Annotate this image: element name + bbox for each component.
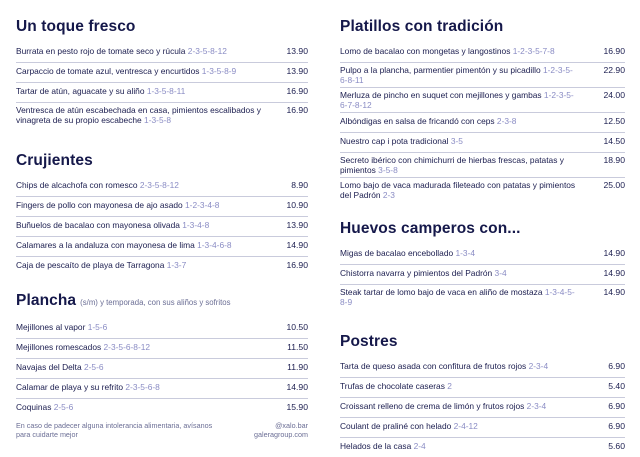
allergen-codes: 2-3-4	[526, 401, 547, 411]
item-price: 10.50	[286, 322, 308, 332]
section-plancha	[16, 292, 308, 418]
allergen-codes: 1-3-4-8	[182, 220, 210, 230]
menu-item	[16, 379, 308, 399]
allergen-codes: 1-2-3-4-8	[185, 200, 220, 210]
item-name: Albóndigas en salsa de fricandó con ceps 2-3-8	[340, 116, 517, 126]
item-price: 14.50	[603, 136, 625, 146]
allergen-codes: 1-3-4-5-8-9	[340, 287, 575, 307]
allergen-codes: 2-3-5-6-8-12	[103, 342, 151, 352]
allergen-codes: 2-3-5-6-8	[125, 382, 160, 392]
instagram-handle[interactable]: @xalo.bar	[275, 421, 308, 430]
section-postres	[340, 333, 625, 457]
menu-item	[340, 88, 625, 113]
section-title: Platillos con tradición	[340, 18, 504, 35]
allergen-codes: 2-3-4	[528, 361, 549, 371]
item-price: 16.90	[603, 46, 625, 56]
item-price: 12.50	[603, 116, 625, 126]
section-title: Plancha (s/m) y temporada, con sus aliños y sofritos	[16, 292, 231, 309]
allergen-codes: 2-3	[382, 190, 395, 200]
menu-item	[340, 178, 625, 202]
section-huevos-camperos	[340, 220, 625, 309]
item-price: 14.90	[603, 287, 625, 297]
item-name: Fingers de pollo con mayonesa de ajo asado 1-2-3-4-8	[16, 200, 220, 210]
allergen-codes: 2-4	[413, 441, 426, 451]
menu-item	[340, 43, 625, 63]
item-price: 22.90	[603, 65, 625, 75]
item-name: Lomo de bacalao con mongetas y langostinos 1-2-3-5-7-8	[340, 46, 555, 56]
menu-list	[340, 43, 625, 202]
menu-item	[16, 103, 308, 127]
menu-item	[16, 43, 308, 63]
item-name: Trufas de chocolate caseras 2	[340, 381, 452, 391]
item-price: 24.00	[603, 90, 625, 100]
item-name: Buñuelos de bacalao con mayonesa olivada 1-3-4-8	[16, 220, 210, 230]
section-title: Crujientes	[16, 152, 93, 169]
menu-item	[16, 257, 308, 276]
menu-list	[16, 177, 308, 276]
allergen-codes: 1-3-4-6-8	[197, 240, 232, 250]
allergen-codes: 1-2-3-5-6-8-11	[340, 65, 573, 85]
allergen-codes: 2-3-5-8-12	[187, 46, 227, 56]
website-link[interactable]: galeragroup.com	[254, 429, 308, 439]
allergen-codes: 1-3-5-8	[144, 115, 172, 125]
item-name: Calamares a la andaluza con mayonesa de lima 1-3-4-6-8	[16, 240, 232, 250]
item-price: 8.90	[291, 180, 308, 190]
menu-item	[340, 265, 625, 285]
item-name: Coulant de praliné con helado 2-4-12	[340, 421, 478, 431]
item-name: Carpaccio de tomate azul, ventresca y encurtidos 1-3-5-8-9	[16, 66, 237, 76]
allergen-codes: 3-4	[494, 268, 507, 278]
item-price: 16.90	[286, 86, 308, 96]
allergen-codes: 2-3-8	[496, 116, 517, 126]
item-name: Secreto ibérico con chimichurri de hierbas frescas, patatas y pimientos 3-5-8	[340, 155, 564, 175]
item-name: Helados de la casa 2-4	[340, 441, 426, 451]
allergen-codes: 2-5-6	[83, 362, 104, 372]
allergen-codes: 1-2-3-5-6-7-8-12	[340, 90, 574, 110]
allergen-codes: 3-5-8	[378, 165, 398, 175]
item-name: Croissant relleno de crema de limón y frutos rojos 2-3-4	[340, 401, 547, 411]
menu-item	[16, 319, 308, 339]
item-price: 13.90	[286, 46, 308, 56]
item-price: 16.90	[286, 105, 308, 115]
item-price: 5.40	[608, 381, 625, 391]
section-note: (s/m) y temporada, con sus aliños y sofritos	[80, 298, 231, 307]
menu-item	[340, 418, 625, 438]
item-price: 10.90	[286, 200, 308, 210]
menu-item	[16, 63, 308, 83]
item-price: 14.90	[603, 248, 625, 258]
menu-list	[340, 245, 625, 309]
item-name: Nuestro cap i pota tradicional 3-5	[340, 136, 463, 146]
item-price: 11.90	[287, 362, 308, 372]
footer-contact	[254, 422, 308, 439]
section-title: Un toque fresco	[16, 18, 136, 35]
item-name: Tarta de queso asada con confitura de frutos rojos 2-3-4	[340, 361, 549, 371]
menu-item	[340, 285, 625, 309]
section-title: Postres	[340, 333, 398, 350]
allergen-codes: 1-2-3-5-7-8	[512, 46, 555, 56]
item-price: 15.90	[286, 402, 308, 412]
item-name: Chistorra navarra y pimientos del Padrón 3-4	[340, 268, 507, 278]
menu-item	[340, 398, 625, 418]
item-name: Calamar de playa y su refrito 2-3-5-6-8	[16, 382, 160, 392]
menu-item	[16, 177, 308, 197]
item-name: Chips de alcachofa con romesco 2-3-5-8-12	[16, 180, 179, 190]
allergen-codes: 3-5	[450, 136, 463, 146]
item-price: 14.90	[286, 382, 308, 392]
section-un-toque-fresco	[16, 18, 308, 127]
allergen-codes: 1-3-5-8-9	[201, 66, 237, 76]
item-price: 13.90	[286, 220, 308, 230]
menu-item	[340, 133, 625, 153]
menu-item	[16, 237, 308, 257]
allergen-codes: 2	[447, 381, 452, 391]
item-name: Lomo bajo de vaca madurada fileteado con patatas y pimientos del Padrón 2-3	[340, 180, 576, 200]
item-name: Migas de bacalao encebollado 1-3-4	[340, 248, 476, 258]
item-name: Merluza de pincho en suquet con mejillones y gambas 1-2-3-5-6-7-8-12	[340, 90, 574, 110]
item-price: 6.90	[608, 421, 625, 431]
menu-item	[340, 113, 625, 133]
allergen-codes: 1-3-5-8-11	[146, 86, 186, 96]
item-name: Coquinas 2-5-6	[16, 402, 74, 412]
menu-item	[16, 339, 308, 359]
menu-item	[340, 245, 625, 265]
section-crujientes	[16, 152, 308, 276]
item-name: Ventresca de atún escabechada en casa, pimientos escalibados y vinagreta de su propio escabeche 1-3-5-8	[16, 105, 261, 125]
menu-item	[340, 438, 625, 457]
allergen-codes: 1-5-6	[87, 322, 108, 332]
item-price: 6.90	[608, 401, 625, 411]
menu-item	[340, 378, 625, 398]
item-name: Pulpo a la plancha, parmentier pimentón y su picadillo 1-2-3-5-6-8-11	[340, 65, 573, 85]
item-name: Tartar de atún, aguacate y su aliño 1-3-5-8-11	[16, 86, 186, 96]
item-price: 14.90	[603, 268, 625, 278]
allergen-codes: 2-3-5-8-12	[139, 180, 179, 190]
section-title: Huevos camperos con...	[340, 220, 521, 237]
menu-item	[16, 83, 308, 103]
item-name: Burrata en pesto rojo de tomate seco y rúcula 2-3-5-8-12	[16, 46, 227, 56]
item-price: 5.60	[608, 441, 625, 451]
item-price: 6.90	[608, 361, 625, 371]
section-platillos-con-tradicion	[340, 18, 625, 202]
menu-item	[16, 399, 308, 418]
menu-list	[16, 43, 308, 127]
item-price: 18.90	[603, 155, 625, 165]
item-price: 13.90	[286, 66, 308, 76]
item-price: 16.90	[286, 260, 308, 270]
allergen-codes: 1-3-7	[166, 260, 187, 270]
item-name: Mejillones romescados 2-3-5-6-8-12	[16, 342, 151, 352]
allergy-note: En caso de padecer alguna intolerancia alimentaria, avísanos para cuidarte mejor	[16, 421, 213, 439]
item-price: 11.50	[287, 342, 308, 352]
item-name: Steak tartar de lomo bajo de vaca en aliño de mostaza 1-3-4-5-8-9	[340, 287, 575, 307]
allergen-codes: 1-3-4	[455, 248, 476, 258]
item-name: Caja de pescaíto de playa de Tarragona 1-3-7	[16, 260, 187, 270]
item-name: Mejillones al vapor 1-5-6	[16, 322, 108, 332]
menu-item	[340, 358, 625, 378]
menu-item	[340, 153, 625, 178]
allergen-codes: 2-4-12	[453, 421, 478, 431]
menu-list	[16, 319, 308, 418]
item-price: 14.90	[286, 240, 308, 250]
menu-item	[16, 217, 308, 237]
item-name: Navajas del Delta 2-5-6	[16, 362, 104, 372]
menu-item	[16, 359, 308, 379]
item-price: 25.00	[603, 180, 625, 190]
menu-list	[340, 358, 625, 457]
allergen-codes: 2-5-6	[53, 402, 74, 412]
menu-item	[16, 197, 308, 217]
menu-item	[340, 63, 625, 88]
